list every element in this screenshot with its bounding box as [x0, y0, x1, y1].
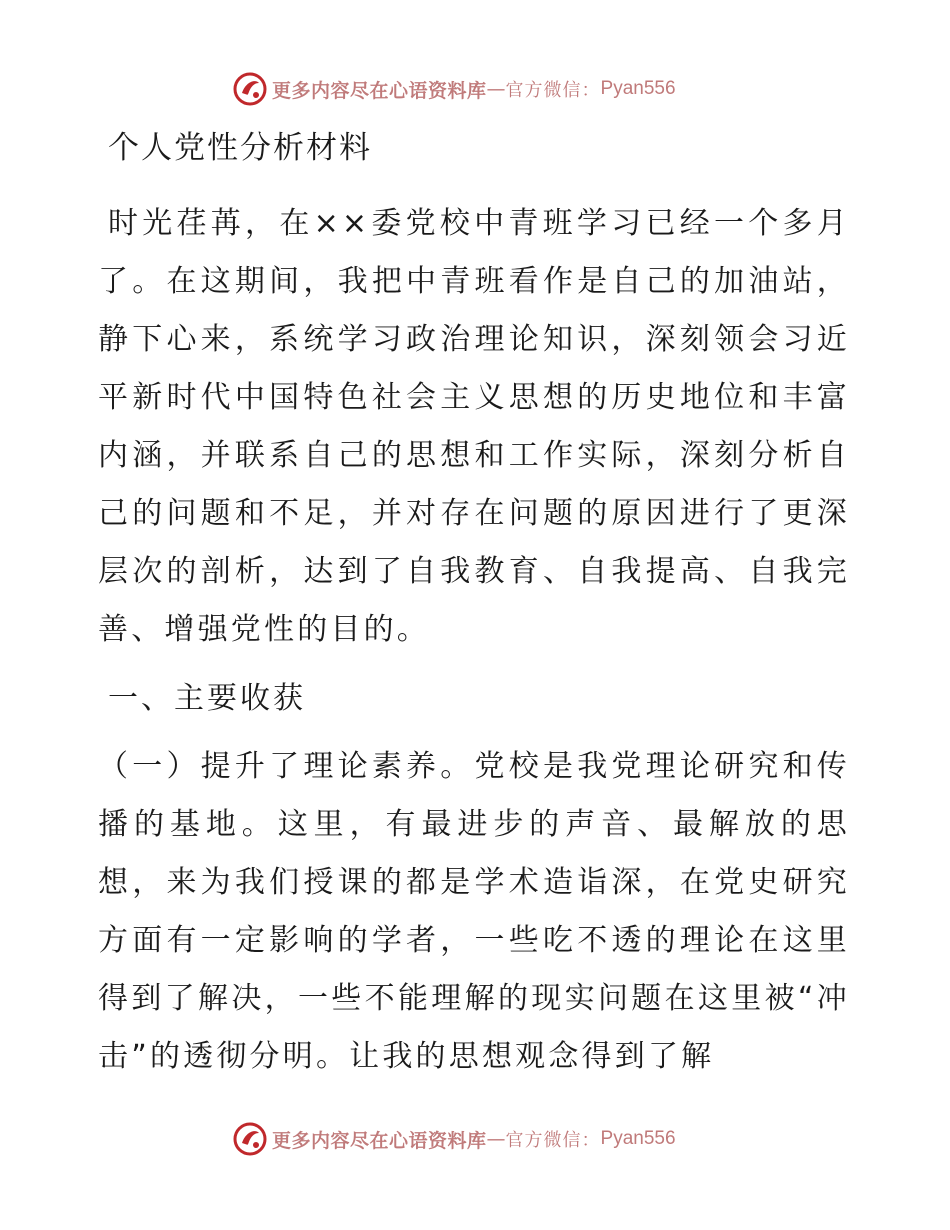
- banner-wechat-id: Pyan556: [600, 78, 676, 99]
- banner-dash: —: [486, 1128, 506, 1150]
- document-body: [98, 124, 850, 1086]
- intro-paragraph: 时光荏苒，在××委党校中青班学习已经一个多月了。在这期间，我把中青班看作是自己的加油站，静下心来，系统学习政治理论知识，深刻领会习近平新时代中国特色社会主义思想的历史地位和丰富内涵，并联系自己的思想和工作实际，深刻分析自己的问题和不足，并对存在问题的原因进行了更深层次的剖析，达到了自我教育、自我提高、自我完善、增强党性的目的。: [98, 206, 850, 647]
- document-title: 个人党性分析材料: [108, 130, 372, 166]
- footer-banner: [232, 1120, 732, 1158]
- banner-text: 更多内容尽在心语资料库: [272, 79, 487, 102]
- logo-icon: [232, 1121, 268, 1157]
- header-banner: [232, 70, 732, 108]
- logo-icon: [232, 71, 268, 107]
- section-paragraph: （一）提升了理论素养。党校是我党理论研究和传播的基地。这里，有最进步的声音、最解放的思想，来为我们授课的都是学术造诣深，在党史研究方面有一定影响的学者，一些吃不透的理论在这里得到了解决，一些不能理解的现实问题在这里被“冲击”的透彻分明。让我的思想观念得到了解: [98, 749, 850, 1074]
- banner-wechat-id: Pyan556: [600, 1128, 676, 1149]
- banner-dash: —: [486, 78, 506, 100]
- section-heading: 一、主要收获: [108, 681, 306, 716]
- banner-wechat-label: 官方微信：: [505, 80, 601, 101]
- banner-wechat-label: 官方微信：: [505, 1130, 601, 1151]
- banner-text: 更多内容尽在心语资料库: [272, 1129, 487, 1152]
